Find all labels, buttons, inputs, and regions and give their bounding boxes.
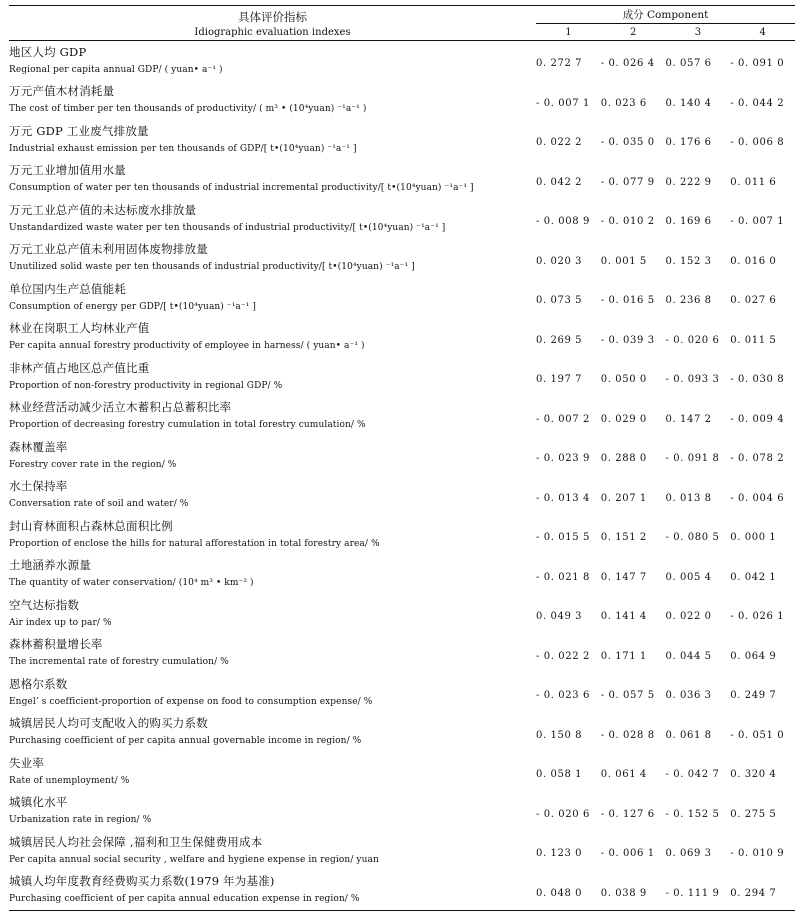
component-1-value: 0. 049 3 <box>536 611 583 623</box>
indicator-name-en: Consumption of water per ten thousands of industrial incremental productivity/[ t•(10⁴yuan) ⁻¹a⁻¹ ] <box>9 183 474 194</box>
indicator-cell <box>9 318 536 358</box>
indicator-name-zh: 城镇化水平 <box>9 795 68 810</box>
component-2-value: 0. 141 4 <box>600 611 647 623</box>
component-4-value: 0. 000 1 <box>730 532 777 544</box>
indicator-cell <box>9 713 536 753</box>
component-3-value: 0. 057 6 <box>665 58 712 70</box>
indicator-name-en: Forestry cover rate in the region/ % <box>9 459 177 470</box>
table-row <box>9 81 795 121</box>
component-3-value: 0. 044 5 <box>665 650 712 662</box>
component-1-value: - 0. 007 1 <box>536 97 590 109</box>
indicator-name-zh: 恩格尔系数 <box>9 676 68 691</box>
indicator-name-zh: 森林蓄积量增长率 <box>9 637 103 652</box>
component-2-value: - 0. 010 2 <box>600 216 655 228</box>
component-2-value: 0. 050 0 <box>600 374 647 386</box>
indicator-name-en: Engel’ s coefficient-proportion of expense on food to consumption expense/ % <box>9 696 373 707</box>
component-4-value: 0. 320 4 <box>730 769 777 781</box>
table-row <box>9 713 795 753</box>
indicator-cell <box>9 752 536 792</box>
indicator-name-en: The cost of timber per ten thousands of productivity/ ( m³ • (10⁴yuan) ⁻¹a⁻¹ ) <box>9 104 367 115</box>
component-1-header: 1 <box>565 27 572 38</box>
indicator-name-en: Air index up to par/ % <box>9 617 112 628</box>
indicator-cell <box>9 515 536 555</box>
component-1-value: 0. 269 5 <box>536 334 583 346</box>
component-1-value: - 0. 015 5 <box>536 532 590 544</box>
indicator-name-en: Rate of unemployment/ % <box>9 775 130 786</box>
table-header <box>9 6 795 41</box>
table-row <box>9 555 795 595</box>
table-row <box>9 160 795 200</box>
indicator-name-en: Urbanization rate in region/ % <box>9 815 152 826</box>
indicator-header-zh: 具体评价指标 <box>238 10 307 24</box>
component-2-value: - 0. 016 5 <box>600 295 655 307</box>
indicator-name-zh: 城镇居民人均社会保障 ,福利和卫生保健费用成本 <box>9 834 263 849</box>
component-3-value: - 0. 111 9 <box>665 887 720 899</box>
component-3-value: 0. 036 3 <box>665 690 712 702</box>
indicator-cell <box>9 199 536 239</box>
indicator-name-en: Proportion of decreasing forestry cumulation in total forestry cumulation/ % <box>9 420 366 431</box>
component-1-value: 0. 073 5 <box>536 295 583 307</box>
component-3-value: - 0. 042 7 <box>665 769 720 781</box>
component-4-value: - 0. 009 4 <box>730 413 785 425</box>
indicator-cell <box>9 81 536 121</box>
component-4-value: 0. 042 1 <box>730 571 777 583</box>
component-3-value: 0. 152 3 <box>665 255 712 267</box>
indicator-cell <box>9 673 536 713</box>
component-4-header: 4 <box>759 27 766 38</box>
component-4-value: 0. 275 5 <box>730 808 777 820</box>
indicator-name-en: Consumption of energy per GDP/[ t•(10⁴yuan) ⁻¹a⁻¹ ] <box>9 301 257 312</box>
component-4-value: - 0. 026 1 <box>730 611 785 623</box>
indicator-name-zh: 单位国内生产总值能耗 <box>9 281 126 296</box>
indicator-name-zh: 地区人均 GDP <box>9 44 87 59</box>
indicator-name-zh: 林业经营活动减少活立木蓄积占总蓄积比率 <box>9 400 232 415</box>
component-3-value: 0. 147 2 <box>665 413 712 425</box>
component-3-value: 0. 005 4 <box>665 571 712 583</box>
table-row <box>9 436 795 476</box>
component-1-value: - 0. 020 6 <box>536 808 590 820</box>
indicator-name-zh: 失业率 <box>9 755 45 770</box>
indicator-cell <box>9 397 536 437</box>
indicator-cell <box>9 239 536 279</box>
table-row <box>9 752 795 792</box>
table-row <box>9 594 795 634</box>
table-row <box>9 239 795 279</box>
table-body <box>9 41 795 911</box>
table-row <box>9 831 795 871</box>
indicator-cell <box>9 831 536 871</box>
component-1-value: - 0. 021 8 <box>536 571 590 583</box>
component-4-value: 0. 016 0 <box>730 255 777 267</box>
component-4-value: - 0. 007 1 <box>730 216 785 228</box>
component-3-value: 0. 061 8 <box>665 729 712 741</box>
component-2-value: 0. 061 4 <box>600 769 647 781</box>
indicator-name-zh: 非林产值占地区总产值比重 <box>9 360 150 375</box>
component-3-value: - 0. 152 5 <box>665 808 720 820</box>
component-4-value: - 0. 091 0 <box>730 58 785 70</box>
component-3-value: - 0. 080 5 <box>665 532 720 544</box>
component-1-value: 0. 042 2 <box>536 176 583 188</box>
component-1-value: - 0. 013 4 <box>536 492 590 504</box>
indicator-name-en: Conversation rate of soil and water/ % <box>9 499 189 510</box>
table-row <box>9 871 795 911</box>
indicator-cell <box>9 120 536 160</box>
component-3-value: - 0. 093 3 <box>665 374 720 386</box>
component-1-value: 0. 197 7 <box>536 374 583 386</box>
indicator-name-en: Per capita annual forestry productivity of employee in harness/ ( yuan• a⁻¹ ) <box>9 341 365 352</box>
component-2-value: - 0. 057 5 <box>600 690 655 702</box>
indicator-cell <box>9 871 536 911</box>
component-2-value: - 0. 035 0 <box>600 137 655 149</box>
component-1-value: 0. 150 8 <box>536 729 583 741</box>
table-row <box>9 120 795 160</box>
table-row <box>9 792 795 832</box>
component-2-value: 0. 288 0 <box>600 453 647 465</box>
indicator-name-zh: 万元工业增加值用水量 <box>9 163 126 178</box>
indicator-name-en: Industrial exhaust emission per ten thousands of GDP/[ t•(10⁴yuan) ⁻¹a⁻¹ ] <box>9 143 357 154</box>
component-4-value: - 0. 006 8 <box>730 137 785 149</box>
indicator-name-zh: 空气达标指数 <box>9 597 80 612</box>
component-1-value: - 0. 023 9 <box>536 453 590 465</box>
component-4-value: 0. 249 7 <box>730 690 777 702</box>
component-3-value: 0. 169 6 <box>665 216 712 228</box>
component-2-value: 0. 038 9 <box>600 887 647 899</box>
indicator-cell <box>9 436 536 476</box>
component-4-value: - 0. 004 6 <box>730 492 785 504</box>
indicator-cell <box>9 555 536 595</box>
table-row <box>9 357 795 397</box>
indicator-name-en: Proportion of non-forestry productivity in regional GDP/ % <box>9 380 283 391</box>
component-1-value: 0. 272 7 <box>536 58 583 70</box>
indicator-cell <box>9 476 536 516</box>
component-group-header: 成分 Component <box>536 6 795 24</box>
component-1-value: - 0. 023 6 <box>536 690 590 702</box>
indicator-name-zh: 万元 GDP 工业废气排放量 <box>9 123 149 138</box>
indicator-cell <box>9 792 536 832</box>
component-3-value: 0. 176 6 <box>665 137 712 149</box>
indicator-name-en: Unstandardized waste water per ten thousands of industrial productivity/[ t•(10⁴yuan) ⁻¹a⁻¹ ] <box>9 222 446 233</box>
indicator-cell <box>9 594 536 634</box>
table-row <box>9 476 795 516</box>
component-4-value: 0. 294 7 <box>730 887 777 899</box>
indicator-name-en: Proportion of enclose the hills for natural afforestation in total forestry area/ % <box>9 538 380 549</box>
component-3-value: - 0. 020 6 <box>665 334 720 346</box>
component-3-value: 0. 013 8 <box>665 492 712 504</box>
indicator-name-en: Purchasing coefficient of per capita annual governable income in region/ % <box>9 736 362 747</box>
component-4-value: - 0. 030 8 <box>730 374 785 386</box>
component-2-value: - 0. 039 3 <box>600 334 655 346</box>
component-1-value: 0. 020 3 <box>536 255 583 267</box>
indicator-name-zh: 万元工业总产值的未达标废水排放量 <box>9 202 197 217</box>
component-2-value: - 0. 028 8 <box>600 729 655 741</box>
component-2-value: 0. 171 1 <box>600 650 647 662</box>
indicator-name-zh: 林业在岗职工人均林业产值 <box>9 321 150 336</box>
component-1-value: 0. 123 0 <box>536 848 583 860</box>
component-3-value: - 0. 091 8 <box>665 453 720 465</box>
indicator-name-zh: 万元产值木材消耗量 <box>9 84 115 99</box>
indicator-name-zh: 水土保持率 <box>9 479 68 494</box>
component-1-value: 0. 058 1 <box>536 769 583 781</box>
component-2-value: 0. 029 0 <box>600 413 647 425</box>
component-4-value: - 0. 044 2 <box>730 97 785 109</box>
component-3-value: 0. 236 8 <box>665 295 712 307</box>
component-2-value: 0. 147 7 <box>600 571 647 583</box>
indicator-name-zh: 封山育林面积占森林总面积比例 <box>9 518 173 533</box>
table-row <box>9 41 795 81</box>
indicator-name-zh: 城镇人均年度教育经费购买力系数(1979 年为基准) <box>9 874 275 889</box>
component-3-value: 0. 069 3 <box>665 848 712 860</box>
component-1-value: - 0. 008 9 <box>536 216 590 228</box>
component-4-value: 0. 027 6 <box>730 295 777 307</box>
component-1-value: 0. 048 0 <box>536 887 583 899</box>
indicator-cell <box>9 278 536 318</box>
component-2-value: - 0. 006 1 <box>600 848 655 860</box>
component-2-value: 0. 001 5 <box>600 255 647 267</box>
table-row <box>9 673 795 713</box>
table-row <box>9 318 795 358</box>
component-3-value: 0. 222 9 <box>665 176 712 188</box>
component-2-header: 2 <box>629 27 637 38</box>
component-4-value: - 0. 010 9 <box>730 848 785 860</box>
component-2-value: 0. 151 2 <box>600 532 647 544</box>
table-row <box>9 515 795 555</box>
indicator-name-zh: 城镇居民人均可支配收入的购买力系数 <box>9 716 208 731</box>
component-4-value: 0. 064 9 <box>730 650 777 662</box>
indicator-name-zh: 森林覆盖率 <box>9 439 68 454</box>
indicator-name-en: The quantity of water conservation/ (10⁴ m³ • km⁻² ) <box>9 578 254 589</box>
component-1-value: 0. 022 2 <box>536 137 583 149</box>
component-matrix-table <box>9 5 795 911</box>
component-4-value: 0. 011 5 <box>730 334 777 346</box>
table-row <box>9 199 795 239</box>
component-4-value: - 0. 051 0 <box>730 729 785 741</box>
indicator-name-zh: 土地涵养水源量 <box>9 558 91 573</box>
component-3-header: 3 <box>694 27 702 38</box>
component-1-value: - 0. 007 2 <box>536 413 590 425</box>
indicator-name-en: The incremental rate of forestry cumulation/ % <box>9 657 229 668</box>
indicator-cell <box>9 634 536 674</box>
component-3-value: 0. 140 4 <box>665 97 712 109</box>
indicator-name-en: Unutilized solid waste per ten thousands of industrial productivity/[ t•(10⁴yuan) ⁻¹a⁻¹ ] <box>9 262 415 273</box>
component-1-value: - 0. 022 2 <box>536 650 590 662</box>
table-row <box>9 278 795 318</box>
indicator-name-en: Per capita annual social security , welfare and hygiene expense in region/ yuan <box>9 854 379 865</box>
indicator-cell <box>9 357 536 397</box>
component-4-value: - 0. 078 2 <box>730 453 785 465</box>
component-2-value: - 0. 077 9 <box>600 176 655 188</box>
indicator-cell <box>9 41 536 81</box>
indicator-header-en: Idiographic evaluation indexes <box>194 27 351 38</box>
component-2-value: - 0. 127 6 <box>600 808 655 820</box>
component-2-value: 0. 207 1 <box>600 492 647 504</box>
component-2-value: 0. 023 6 <box>600 97 647 109</box>
component-2-value: - 0. 026 4 <box>600 58 655 70</box>
component-4-value: 0. 011 6 <box>730 176 777 188</box>
indicator-name-en: Regional per capita annual GDP/ ( yuan• a⁻¹ ) <box>9 64 223 75</box>
table-row <box>9 397 795 437</box>
indicator-name-en: Purchasing coefficient of per capita annual education expense in region/ % <box>9 894 360 905</box>
table-row <box>9 634 795 674</box>
indicator-cell <box>9 160 536 200</box>
indicator-name-zh: 万元工业总产值未利用固体废物排放量 <box>9 242 208 257</box>
component-3-value: 0. 022 0 <box>665 611 712 623</box>
indicator-column-header <box>9 6 536 41</box>
